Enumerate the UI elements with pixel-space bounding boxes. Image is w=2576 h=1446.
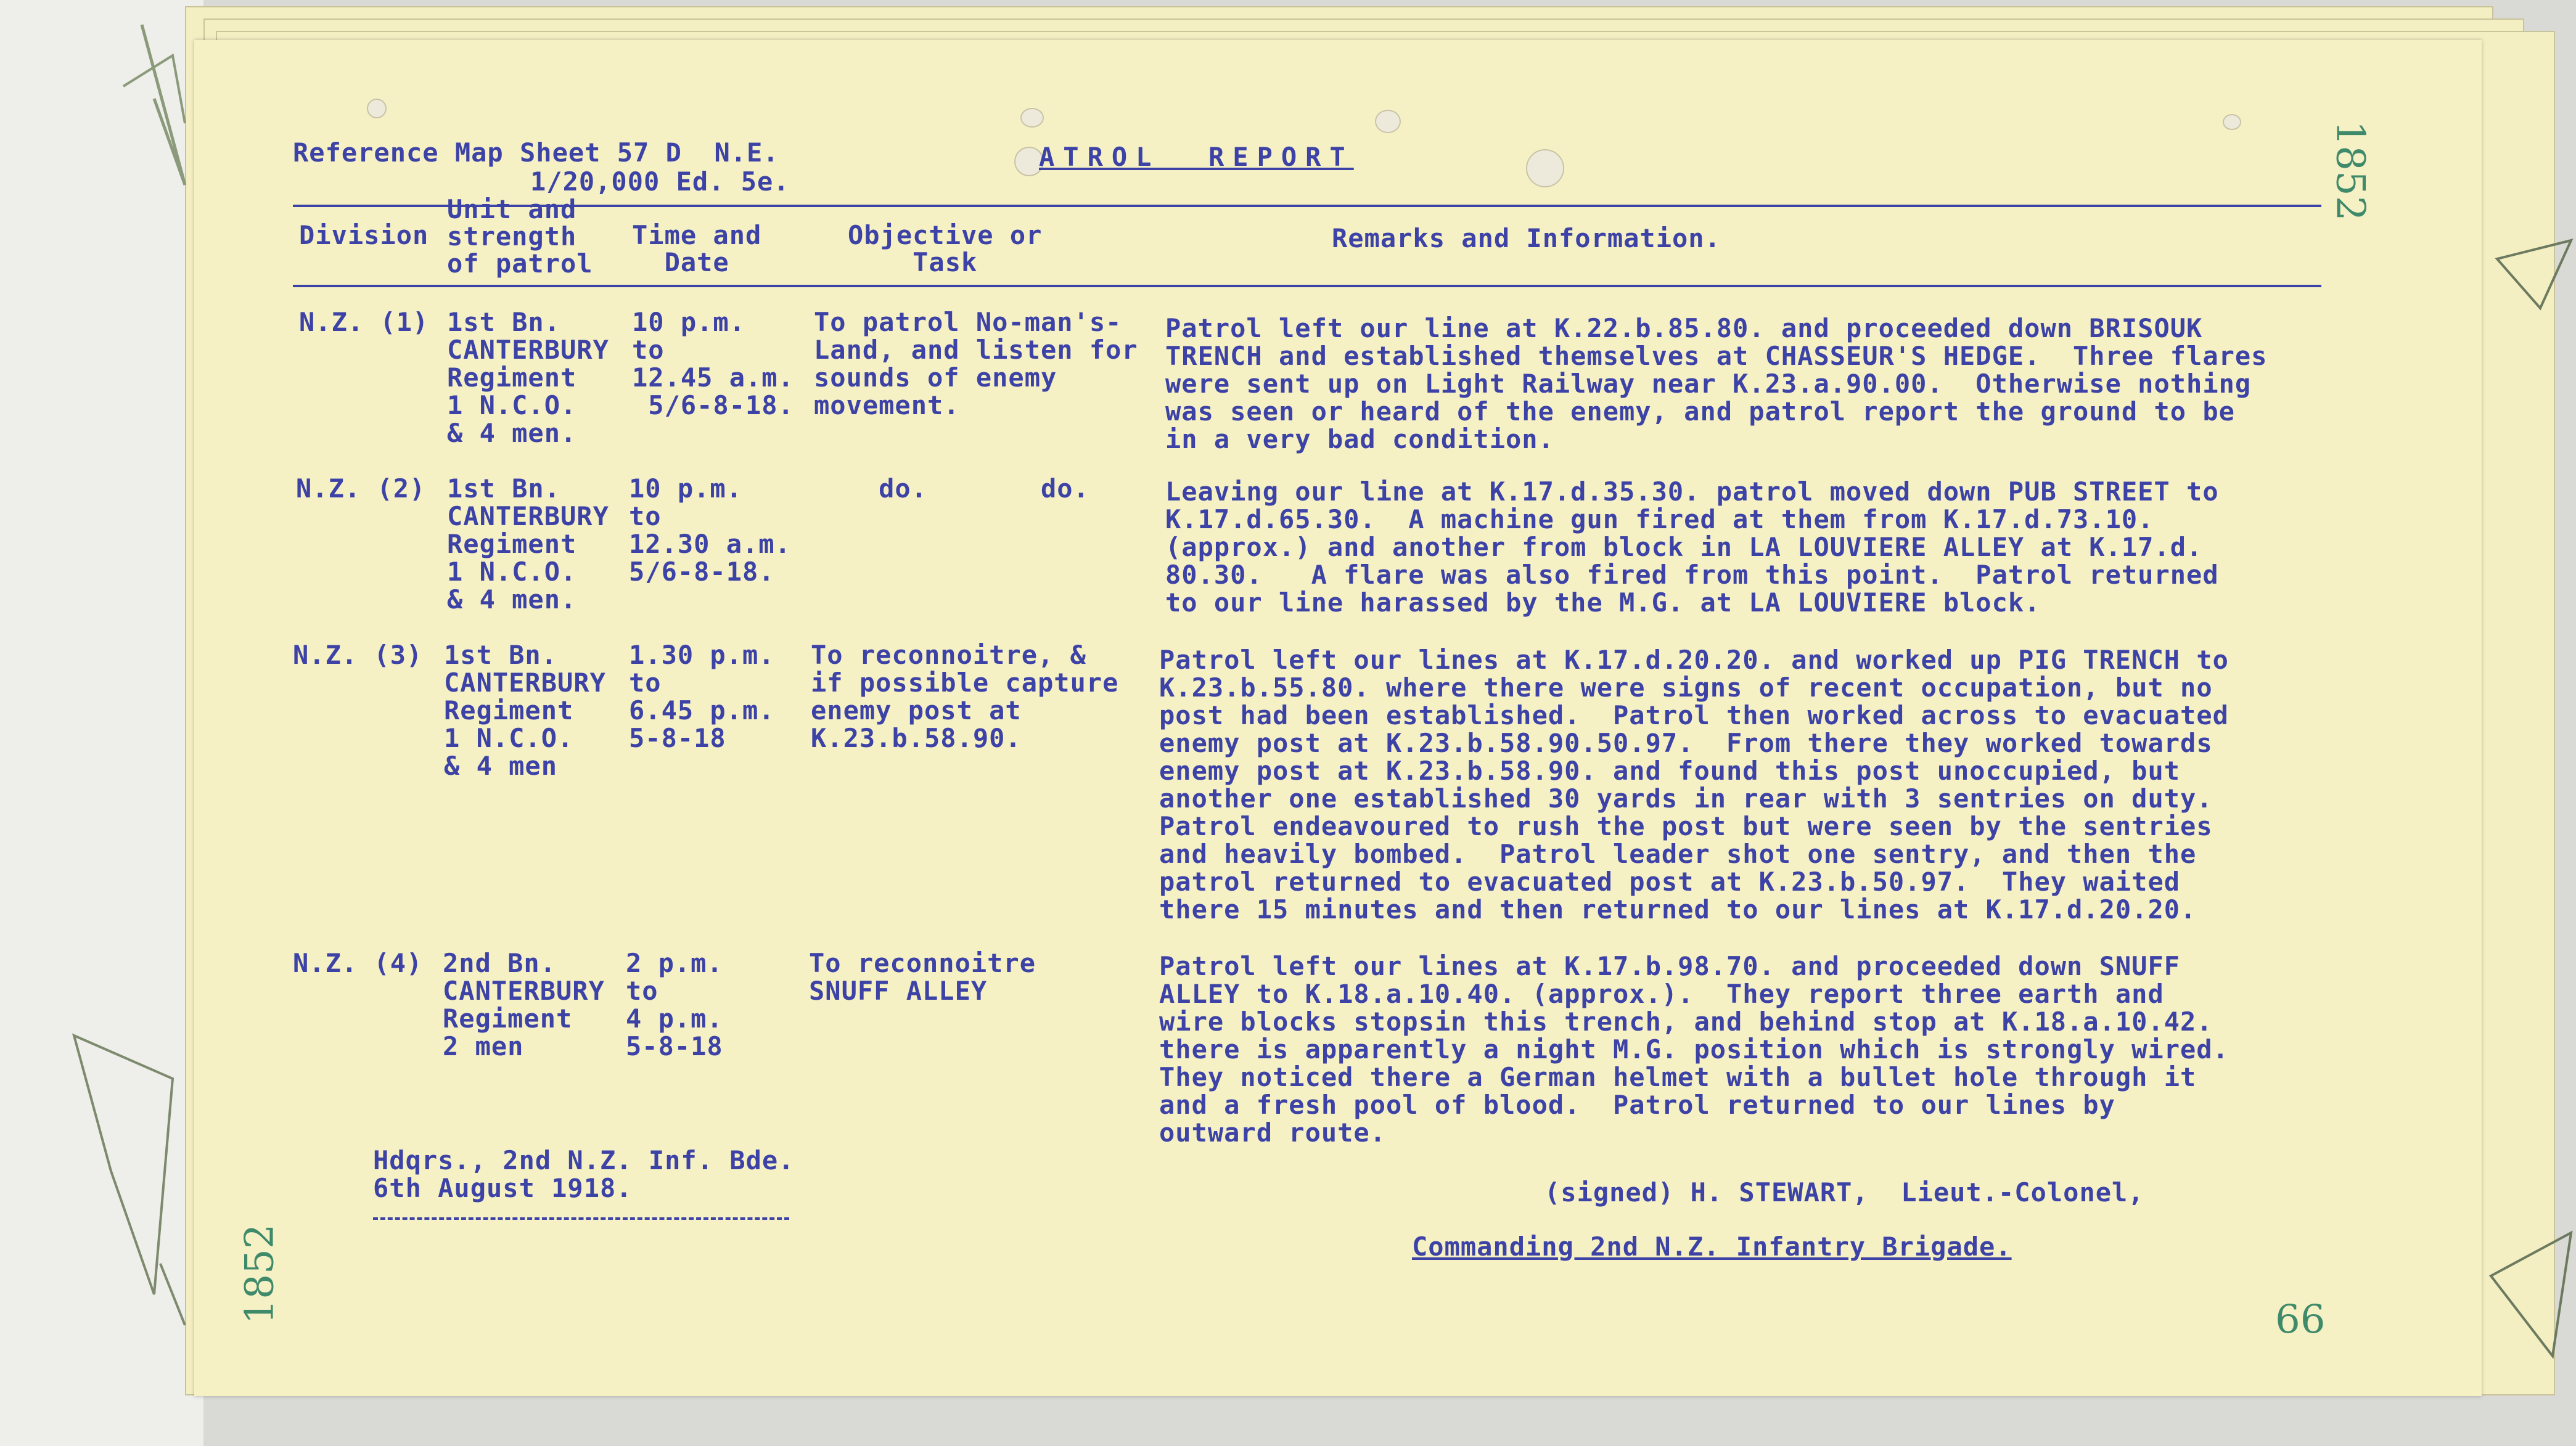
row1-unit: 1st Bn. CANTERBURY Regiment 1 N.C.O. & 4 men. [447, 307, 609, 448]
col-objective-header: Objective or Task [848, 220, 1043, 277]
punch-hole [1526, 149, 1564, 187]
row1-objective: To patrol No-man's- Land, and listen for sounds of enemy movement. [814, 307, 1138, 420]
page-number-bottom-right: 99 [2275, 1294, 2326, 1340]
row3-unit: 1st Bn. CANTERBURY Regiment 1 N.C.O. & 4 men [444, 640, 606, 781]
row3-remarks: Patrol left our lines at K.17.d.20.20. and worked up PIG TRENCH to K.23.b.55.80. where there were signs of recent occupation, but no post had been established. Patrol then worked across to evacuated enemy post at K.23.b.58.90.50.97. From there they worked towards enemy post at K.23.b.58.90. and found this post unoccupied, but another one established 30 yards in rear with 3 sentries on duty. Patrol endeavoured to rush the post but were seen by the sentries and heavily bombed. Patrol leader shot one sentry, and then the patrol returned to evacuated post at K.23.b.50.97. They waited there 15 minutes and then returned to our lines at K.17.d.20.20. [1159, 645, 2229, 925]
row4-remarks: Patrol left our lines at K.17.b.98.70. and proceeded down SNUFF ALLEY to K.18.a.10.40. (approx.). They report three earth and wire blocks stopsin this trench, and behind stop at K.18.a.10.42. there is apparently a night M.G. position which is strongly wired. They noticed there a German helmet with a bullet hole through it and a fresh pool of blood. Patrol returned to our lines by outward route. [1159, 951, 2229, 1148]
header-top-rule [293, 205, 2321, 207]
report-title: ATROL REPORT [1039, 142, 1354, 172]
reference-map-line2: 1/20,000 Ed. 5e. [530, 166, 790, 197]
archive-number-top-right: 1852 [2327, 120, 2373, 221]
row3-time: 1.30 p.m. to 6.45 p.m. 5-8-18 [629, 640, 775, 753]
punch-hole [367, 99, 387, 118]
col-remarks-header: Remarks and Information. [1332, 223, 1721, 253]
row1-remarks: Patrol left our line at K.22.b.85.80. and proceeded down BRISOUK TRENCH and established themselves at CHASSEUR'S HEDGE. Three flares were sent up on Light Railway near K.23.a.90.00. Otherwise nothing was seen or heard of the enemy, and patrol report the ground to be in a very bad condition. [1165, 313, 2268, 454]
hq-dash-rule [373, 1217, 789, 1220]
reference-map-line1: Reference Map Sheet 57 D N.E. [293, 137, 779, 168]
punch-hole [2223, 114, 2241, 130]
row2-remarks: Leaving our line at K.17.d.35.30. patrol moved down PUB STREET to K.17.d.65.30. A machine gun fired at them from K.17.d.73.10. (approx.) and another from block in LA LOUVIERE ALLEY at K.17.d. 80.30. A flare was also fired from this point. Patrol returned to our line harassed by the M.G. at LA LOUVIERE block. [1165, 476, 2219, 618]
row4-division: N.Z. (4) [293, 948, 423, 978]
row4-objective: To reconnoitre SNUFF ALLEY [809, 948, 1036, 1006]
row2-unit: 1st Bn. CANTERBURY Regiment 1 N.C.O. & 4 men. [447, 473, 609, 615]
archive-number-bottom-left: 1852 [237, 1223, 283, 1325]
col-time-header: Time and Date [632, 220, 762, 277]
punch-hole [1020, 108, 1044, 128]
signed-line: (signed) H. STEWART, Lieut.-Colonel, [1544, 1177, 2144, 1207]
hq-line2: 6th August 1918. [373, 1173, 633, 1203]
row2-time: 10 p.m. to 12.30 a.m. 5/6-8-18. [629, 473, 791, 587]
row1-division: N.Z. (1) [299, 307, 429, 337]
row4-time: 2 p.m. to 4 p.m. 5-8-18 [626, 948, 723, 1061]
row2-division: N.Z. (2) [296, 473, 426, 504]
row3-division: N.Z. (3) [293, 640, 423, 670]
hq-line1: Hdqrs., 2nd N.Z. Inf. Bde. [373, 1145, 795, 1175]
row2-objective: do. do. [814, 473, 1089, 504]
command-line: Commanding 2nd N.Z. Infantry Brigade. [1412, 1232, 2012, 1262]
col-unit-header: Unit and strength of patrol [447, 194, 593, 279]
row3-objective: To reconnoitre, & if possible capture enemy post at K.23.b.58.90. [811, 640, 1119, 753]
col-division-header: Division [299, 220, 429, 250]
header-bottom-rule [293, 285, 2321, 287]
row1-time: 10 p.m. to 12.45 a.m. 5/6-8-18. [632, 307, 794, 420]
row4-unit: 2nd Bn. CANTERBURY Regiment 2 men [443, 948, 605, 1061]
punch-hole [1375, 110, 1401, 133]
